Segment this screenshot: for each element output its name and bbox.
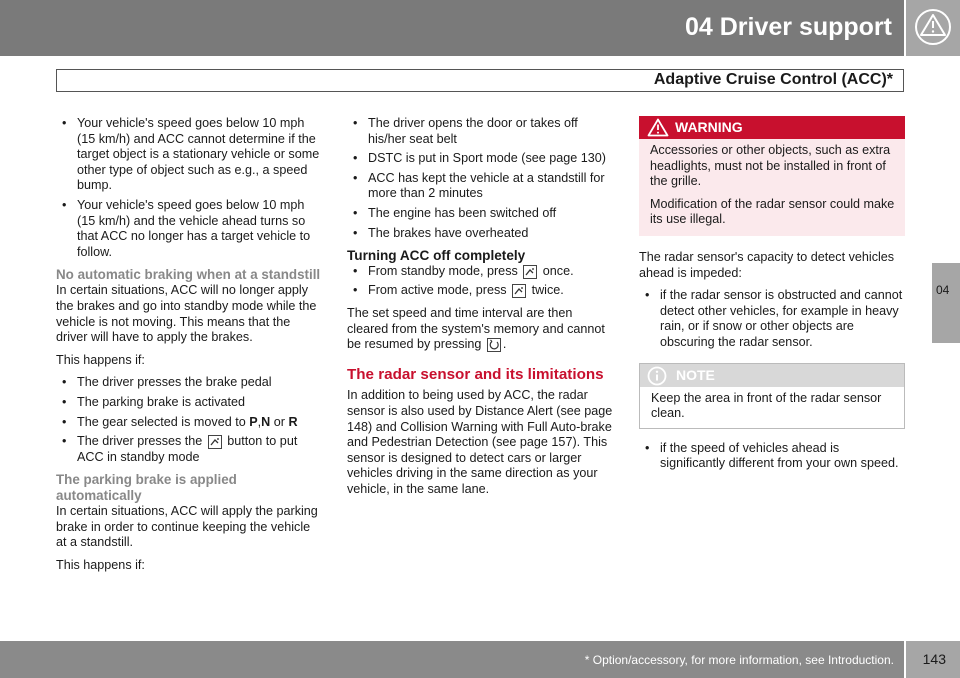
note-text: Keep the area in front of the radar sensor clean. bbox=[651, 390, 882, 421]
warning-title: WARNING bbox=[675, 119, 743, 135]
column-3 bbox=[639, 116, 905, 479]
bullet-list-3 bbox=[347, 116, 617, 241]
chapter-header bbox=[0, 0, 904, 56]
chapter-title: 04 Driver support bbox=[684, 13, 892, 41]
subheading-parking-brake: The parking brake is applied automatically bbox=[56, 472, 237, 504]
paragraph: In addition to being used by ACC, the radar sensor is also used by Distance Alert (see page 148) and Collision Warning with Full Auto-brake and Pedestrian Detection (see page 157). This sensor is designed to detect cars or larger vehicles driving in the same direction as your vehicle, in the same lane. bbox=[347, 388, 613, 496]
list-item: • Your vehicle's speed goes below 10 mph (15 km/h) and ACC cannot determine if the target object is a stationary vehicle or some other type of object such as e.g., a speed bump. bbox=[56, 116, 324, 194]
paragraph: The set speed and time interval are then cleared from the system's memory and cannot be resumed by pressing . bbox=[347, 305, 605, 352]
page-number: 143 bbox=[922, 651, 946, 667]
list-item: • if the radar sensor is obstructed and cannot detect other vehicles, for example in heavy rain, or if snow or other objects are obscuring the radar sensor. bbox=[639, 288, 905, 350]
list-item: • ACC has kept the vehicle at a standstill for more than 2 minutes bbox=[347, 171, 617, 202]
list-item: • The engine has been switched off bbox=[347, 206, 617, 222]
list-item: • The driver opens the door or takes off his/her seat belt bbox=[347, 116, 617, 147]
paragraph: In certain situations, ACC will no longer apply the brakes and go into standby mode while the vehicle is not moving. This means that the driver will have to apply the brakes. bbox=[56, 283, 317, 345]
paragraph: In certain situations, ACC will apply the parking brake in order to continue keeping the vehicle at a standstill. bbox=[56, 504, 318, 550]
list-item: • The parking brake is activated bbox=[56, 395, 324, 411]
subheading-radar-sensor: The radar sensor and its limitations bbox=[347, 365, 604, 383]
resume-button-icon bbox=[487, 338, 501, 352]
list-item: • Your vehicle's speed goes below 10 mph (15 km/h) and the vehicle ahead turns so that ACC no longer has a target vehicle to follow. bbox=[56, 198, 324, 260]
list-item-gear: • The gear selected is moved to P,N or R bbox=[56, 415, 324, 431]
section-header bbox=[56, 69, 904, 92]
warning-text: Modification of the radar sensor could make its use illegal. bbox=[650, 196, 895, 227]
bullet-list-6 bbox=[639, 441, 905, 472]
footer-bar bbox=[0, 641, 904, 678]
acc-button-icon bbox=[523, 265, 537, 279]
acc-button-icon bbox=[208, 435, 222, 449]
bullet-list-5 bbox=[639, 288, 905, 350]
list-item: • From standby mode, press once. bbox=[347, 264, 617, 280]
list-item: • if the speed of vehicles ahead is significantly different from your own speed. bbox=[639, 441, 905, 472]
paragraph: The radar sensor's capacity to detect vehicles ahead is impeded: bbox=[639, 249, 895, 280]
list-item: • DSTC is put in Sport mode (see page 130) bbox=[347, 151, 617, 167]
list-item: • From active mode, press twice. bbox=[347, 283, 617, 299]
note-title-bar bbox=[640, 364, 904, 387]
chapter-tab-label: 04 bbox=[936, 283, 950, 297]
note-title: NOTE bbox=[676, 366, 715, 383]
warning-circle-icon bbox=[914, 7, 952, 47]
bullet-list-4 bbox=[347, 264, 617, 299]
footer-note: * Option/accessory, for more information, see Introduction. bbox=[584, 653, 894, 667]
column-2 bbox=[347, 116, 617, 504]
section-title: Adaptive Cruise Control (ACC)* bbox=[653, 71, 893, 88]
paragraph: This happens if: bbox=[56, 352, 145, 367]
acc-button-icon bbox=[512, 284, 526, 298]
note-box bbox=[639, 363, 905, 429]
info-icon bbox=[647, 366, 667, 386]
bullet-list-1 bbox=[56, 116, 324, 260]
chapter-tab bbox=[932, 263, 960, 343]
list-item: • The driver presses the brake pedal bbox=[56, 375, 324, 391]
subheading-no-automatic-braking: No automatic braking when at a standstill bbox=[56, 267, 321, 283]
page-number-box bbox=[906, 641, 960, 678]
subheading-turning-acc-off: Turning ACC off completely bbox=[347, 248, 526, 264]
warning-box bbox=[639, 116, 905, 236]
column-1 bbox=[56, 116, 324, 581]
header-warning-badge bbox=[906, 0, 960, 56]
warning-title-bar bbox=[639, 116, 905, 139]
list-item-button: • The driver presses the button to put ACC in standby mode bbox=[56, 434, 324, 465]
list-item: • The brakes have overheated bbox=[347, 226, 617, 242]
warning-triangle-icon bbox=[647, 118, 669, 137]
bullet-list-2 bbox=[56, 375, 324, 465]
paragraph: This happens if: bbox=[56, 558, 145, 573]
warning-text: Accessories or other objects, such as extra headlights, must not be installed in front of the grille. bbox=[650, 143, 891, 189]
